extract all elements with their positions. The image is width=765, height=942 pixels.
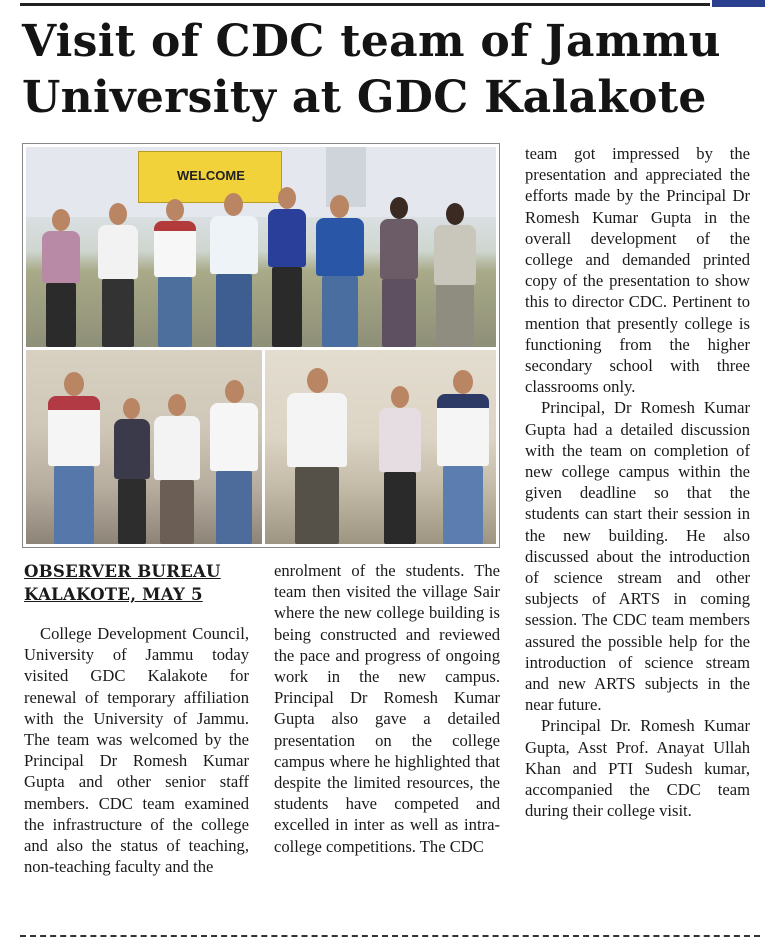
paragraph-2: team got impressed by the presentation and appreciated the efforts made by the Principal Dr Romesh Kumar Gupta in the overall development of the college and demanded printed copy of the presentation to show this to director CDC. Pertinent to mention that presently college is functioning from the higher secondary school with three classrooms only. — [525, 144, 750, 397]
paragraph-1: College Development Council, University of Jammu today visited GDC Kalakote for renewal of temporary affiliation with the University of Jammu. The team was welcomed by the Principal Dr Romesh Kumar Gupta and other senior staff members. CDC team examined the infrastructure of the college and also the status of teaching, non-teaching faculty and the — [24, 624, 249, 877]
corner-accent-block — [712, 0, 765, 7]
site-visit-photo-left — [26, 350, 262, 544]
photo-collage — [22, 143, 500, 548]
group-photo — [26, 147, 496, 347]
top-rule — [20, 3, 710, 6]
article-column-right — [525, 143, 750, 822]
byline-bureau: OBSERVER BUREAU — [24, 561, 221, 581]
bottom-dashed-rule — [20, 935, 760, 937]
article-column-middle — [274, 560, 500, 857]
banner-text: WELCOME — [177, 168, 245, 183]
paragraph-3: Principal, Dr Romesh Kumar Gupta had a detailed discussion with the team on completion of new college campus within the given deadline so that the students can start their session in the new building. He also discussed about the introduction of science stream and other subjects of ARTS in coming session. The CDC team members assured the possible help for the introduction of science stream and new ARTS subjects in the near future. — [525, 398, 750, 715]
byline-dateline: KALAKOTE, MAY 5 — [24, 584, 203, 604]
site-visit-photo-right — [265, 350, 496, 544]
article-column-left — [24, 560, 249, 877]
byline — [24, 560, 249, 606]
article-headline: Visit of CDC team of Jammu University at GDC Kalakote — [22, 16, 721, 123]
paragraph-1-continued: enrolment of the students. The team then visited the village Sair where the new college building is being constructed and reviewed the pace and progress of ongoing work in the new campus. Principal Dr Romesh Kumar Gupta also gave a detailed presentation on the college campus where he highlighted that despite the limited resources, the students have competed and excelled in inter as well as intra-college competitions. The CDC — [274, 561, 500, 856]
paragraph-4: Principal Dr. Romesh Kumar Gupta, Asst Prof. Anayat Ullah Khan and PTI Sudesh kumar, accompanied the CDC team during their college visit. — [525, 716, 750, 821]
